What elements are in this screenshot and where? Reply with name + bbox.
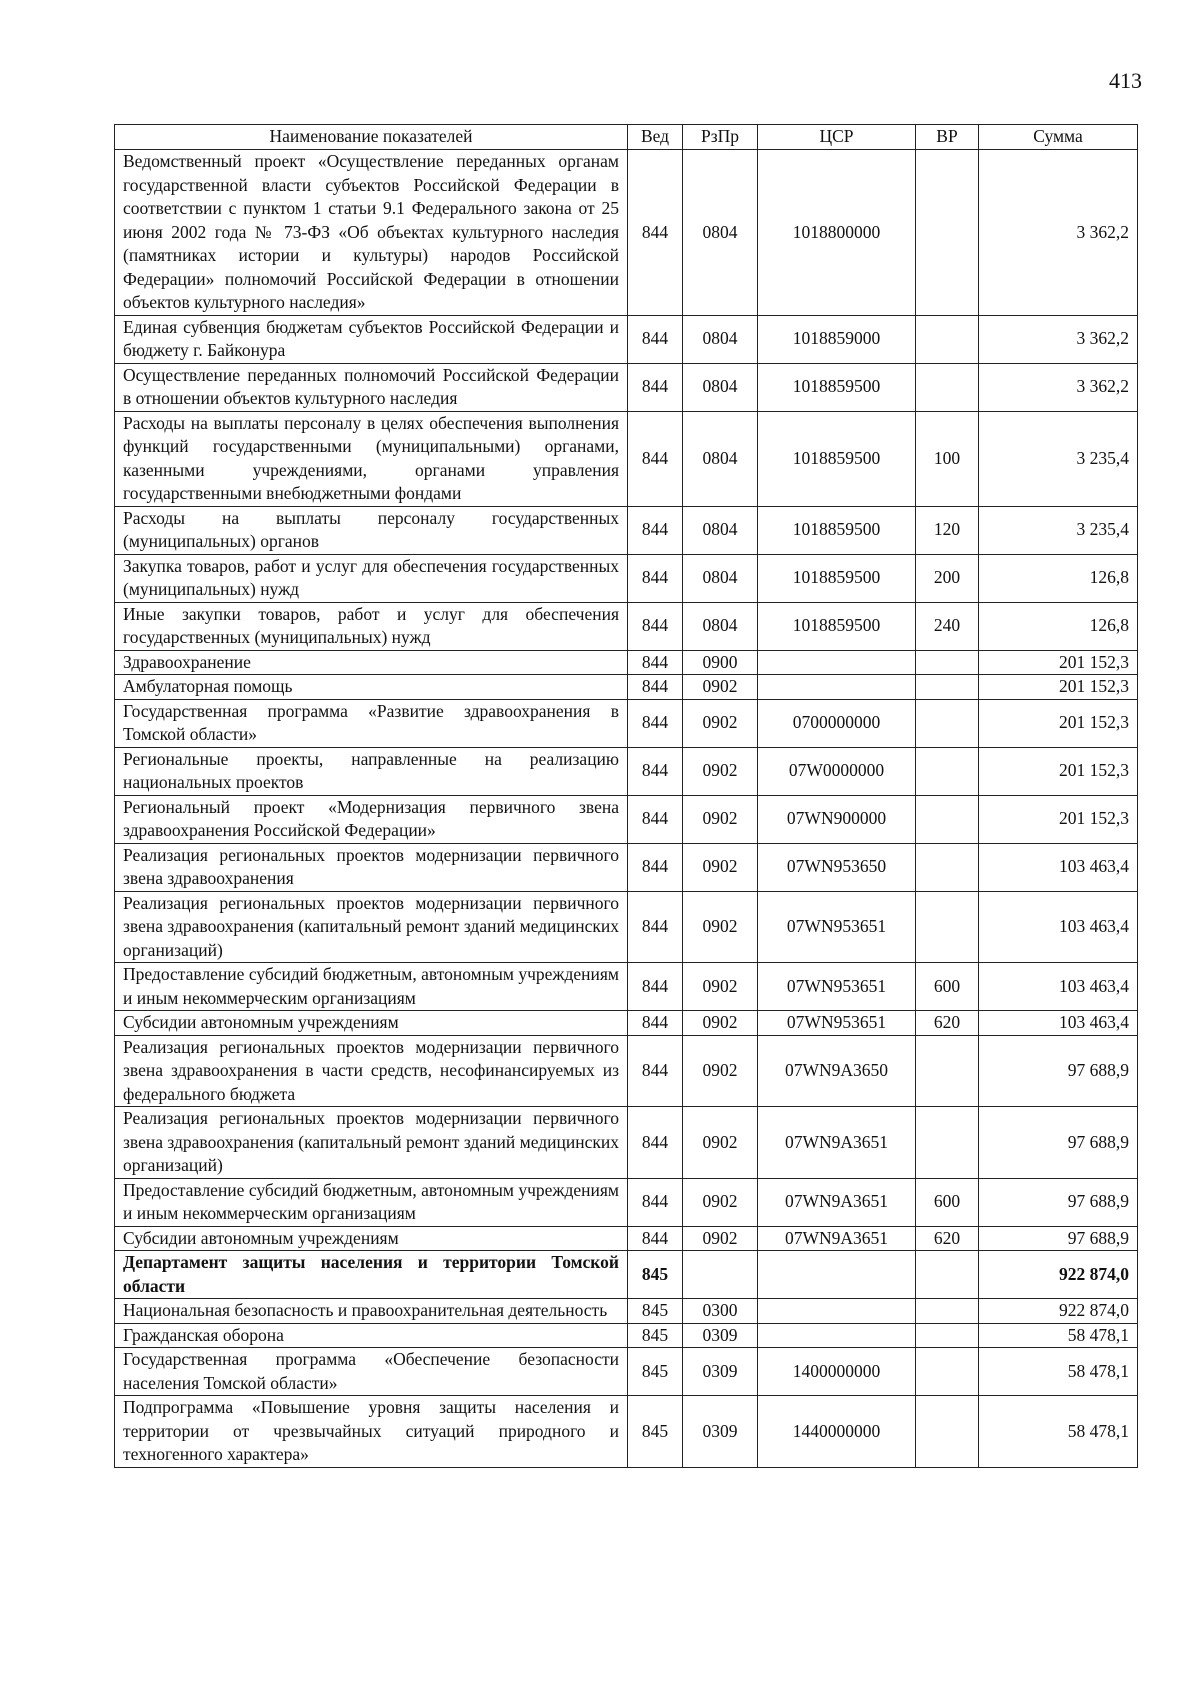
cell-name: Подпрограмма «Повышение уровня защиты населения и территории от чрезвычайных ситуаций природного и техногенного характера»: [115, 1396, 628, 1468]
cell-vr: [916, 1107, 979, 1179]
cell-rzpr: 0902: [683, 963, 758, 1011]
table-row: [115, 747, 1138, 795]
cell-sum: 103 463,4: [979, 843, 1138, 891]
cell-csr: 1018859500: [758, 506, 916, 554]
table-row: [115, 363, 1138, 411]
table-row: [115, 1323, 1138, 1348]
cell-sum: 3 362,2: [979, 150, 1138, 316]
table-row: [115, 411, 1138, 506]
cell-rzpr: 0902: [683, 699, 758, 747]
header-vr: ВР: [916, 125, 979, 150]
cell-vr: [916, 1396, 979, 1468]
cell-vr: 240: [916, 602, 979, 650]
cell-vr: 200: [916, 554, 979, 602]
table-row: [115, 554, 1138, 602]
cell-csr: 07WN9A3650: [758, 1035, 916, 1107]
cell-sum: 922 874,0: [979, 1299, 1138, 1324]
table-row: [115, 150, 1138, 316]
table-row: [115, 891, 1138, 963]
cell-csr: 07WN9A3651: [758, 1226, 916, 1251]
header-sum: Сумма: [979, 125, 1138, 150]
cell-name: Иные закупки товаров, работ и услуг для обеспечения государственных (муниципальных) нужд: [115, 602, 628, 650]
cell-csr: [758, 675, 916, 700]
cell-ved: 844: [628, 411, 683, 506]
cell-csr: 1018800000: [758, 150, 916, 316]
header-name: Наименование показателей: [115, 125, 628, 150]
cell-csr: 0700000000: [758, 699, 916, 747]
cell-sum: 103 463,4: [979, 891, 1138, 963]
cell-ved: 845: [628, 1251, 683, 1299]
cell-rzpr: 0804: [683, 506, 758, 554]
cell-ved: 844: [628, 747, 683, 795]
cell-rzpr: 0900: [683, 650, 758, 675]
cell-ved: 844: [628, 650, 683, 675]
cell-rzpr: 0804: [683, 315, 758, 363]
cell-ved: 844: [628, 1226, 683, 1251]
cell-sum: 126,8: [979, 602, 1138, 650]
cell-rzpr: 0309: [683, 1396, 758, 1468]
cell-rzpr: 0902: [683, 1011, 758, 1036]
cell-name: Региональные проекты, направленные на реализацию национальных проектов: [115, 747, 628, 795]
cell-ved: 845: [628, 1396, 683, 1468]
cell-name: Реализация региональных проектов модернизации первичного звена здравоохранения (капитальный ремонт зданий медицинских организаций): [115, 1107, 628, 1179]
cell-csr: 07WN900000: [758, 795, 916, 843]
cell-ved: 844: [628, 363, 683, 411]
cell-vr: [916, 150, 979, 316]
cell-rzpr: 0902: [683, 1178, 758, 1226]
cell-ved: 844: [628, 699, 683, 747]
cell-vr: [916, 315, 979, 363]
cell-name: Ведомственный проект «Осуществление переданных органам государственной власти субъектов Российской Федерации в соответствии с пунктом 1 статьи 9.1 Федерального закона от 25 июня 2002 года № 73-ФЗ «Об объектах культурного наследия (памятниках истории и культуры) народов Российской Федерации» полномочий Российской Федерации в отношении объектов культурного наследия»: [115, 150, 628, 316]
cell-ved: 844: [628, 963, 683, 1011]
table-row: [115, 1348, 1138, 1396]
cell-name: Реализация региональных проектов модернизации первичного звена здравоохранения (капитальный ремонт зданий медицинских организаций): [115, 891, 628, 963]
cell-name: Предоставление субсидий бюджетным, автономным учреждениям и иным некоммерческим организациям: [115, 963, 628, 1011]
cell-vr: [916, 699, 979, 747]
cell-csr: 1018859500: [758, 554, 916, 602]
table-row: [115, 675, 1138, 700]
cell-name: Расходы на выплаты персоналу государственных (муниципальных) органов: [115, 506, 628, 554]
cell-sum: 126,8: [979, 554, 1138, 602]
cell-csr: 1018859000: [758, 315, 916, 363]
cell-ved: 844: [628, 1107, 683, 1179]
cell-rzpr: 0309: [683, 1323, 758, 1348]
cell-sum: 97 688,9: [979, 1178, 1138, 1226]
cell-csr: 07WN9A3651: [758, 1107, 916, 1179]
table-row: [115, 843, 1138, 891]
cell-vr: 600: [916, 1178, 979, 1226]
cell-csr: 07W0000000: [758, 747, 916, 795]
cell-ved: 844: [628, 1035, 683, 1107]
cell-name: Здравоохранение: [115, 650, 628, 675]
cell-vr: [916, 1323, 979, 1348]
cell-sum: 201 152,3: [979, 675, 1138, 700]
cell-rzpr: 0902: [683, 675, 758, 700]
table-row: [115, 650, 1138, 675]
cell-rzpr: 0300: [683, 1299, 758, 1324]
cell-ved: 844: [628, 1011, 683, 1036]
cell-name: Субсидии автономным учреждениям: [115, 1011, 628, 1036]
table-body: [115, 150, 1138, 1468]
cell-sum: 3 235,4: [979, 506, 1138, 554]
cell-sum: 97 688,9: [979, 1035, 1138, 1107]
cell-vr: 120: [916, 506, 979, 554]
cell-rzpr: 0804: [683, 602, 758, 650]
cell-sum: 3 362,2: [979, 363, 1138, 411]
cell-csr: 07WN953651: [758, 891, 916, 963]
cell-sum: 58 478,1: [979, 1323, 1138, 1348]
cell-ved: 844: [628, 315, 683, 363]
cell-sum: 201 152,3: [979, 747, 1138, 795]
cell-name: Расходы на выплаты персоналу в целях обеспечения выполнения функций государственными (муниципальными) органами, казенными учреждениями, органами управления государственными внебюджетными фондами: [115, 411, 628, 506]
table-row: [115, 1035, 1138, 1107]
cell-sum: 922 874,0: [979, 1251, 1138, 1299]
cell-rzpr: 0804: [683, 411, 758, 506]
cell-name: Предоставление субсидий бюджетным, автономным учреждениям и иным некоммерческим организациям: [115, 1178, 628, 1226]
cell-ved: 844: [628, 891, 683, 963]
header-row: [115, 125, 1138, 150]
cell-csr: 1400000000: [758, 1348, 916, 1396]
table-header: [115, 125, 1138, 150]
cell-csr: 07WN953651: [758, 1011, 916, 1036]
cell-name: Государственная программа «Обеспечение безопасности населения Томской области»: [115, 1348, 628, 1396]
cell-csr: 1018859500: [758, 411, 916, 506]
header-rzpr: РзПр: [683, 125, 758, 150]
cell-vr: [916, 675, 979, 700]
cell-rzpr: 0902: [683, 1107, 758, 1179]
cell-name: Закупка товаров, работ и услуг для обеспечения государственных (муниципальных) нужд: [115, 554, 628, 602]
table-row: [115, 1011, 1138, 1036]
cell-name: Реализация региональных проектов модернизации первичного звена здравоохранения в части средств, несофинансируемых из федерального бюджета: [115, 1035, 628, 1107]
cell-vr: [916, 795, 979, 843]
cell-rzpr: 0902: [683, 795, 758, 843]
cell-csr: [758, 650, 916, 675]
cell-ved: 844: [628, 506, 683, 554]
cell-sum: 58 478,1: [979, 1396, 1138, 1468]
cell-sum: 201 152,3: [979, 650, 1138, 675]
cell-csr: 07WN9A3651: [758, 1178, 916, 1226]
cell-sum: 97 688,9: [979, 1226, 1138, 1251]
cell-rzpr: 0309: [683, 1348, 758, 1396]
cell-csr: 1018859500: [758, 363, 916, 411]
cell-sum: 97 688,9: [979, 1107, 1138, 1179]
cell-vr: [916, 1299, 979, 1324]
cell-name: Субсидии автономным учреждениям: [115, 1226, 628, 1251]
cell-name: Единая субвенция бюджетам субъектов Российской Федерации и бюджету г. Байконура: [115, 315, 628, 363]
cell-rzpr: 0902: [683, 747, 758, 795]
table-row: [115, 315, 1138, 363]
cell-name: Департамент защиты населения и территории Томской области: [115, 1251, 628, 1299]
table-row: [115, 602, 1138, 650]
cell-csr: 1018859500: [758, 602, 916, 650]
cell-ved: 844: [628, 150, 683, 316]
table-row: [115, 1251, 1138, 1299]
cell-csr: [758, 1323, 916, 1348]
cell-vr: [916, 747, 979, 795]
cell-name: Гражданская оборона: [115, 1323, 628, 1348]
header-csr: ЦСР: [758, 125, 916, 150]
cell-sum: 58 478,1: [979, 1348, 1138, 1396]
cell-rzpr: 0804: [683, 150, 758, 316]
cell-vr: [916, 1251, 979, 1299]
table-row: [115, 699, 1138, 747]
cell-vr: [916, 650, 979, 675]
cell-ved: 844: [628, 554, 683, 602]
cell-ved: 844: [628, 1178, 683, 1226]
cell-sum: 201 152,3: [979, 699, 1138, 747]
cell-vr: [916, 363, 979, 411]
cell-sum: 103 463,4: [979, 1011, 1138, 1036]
cell-ved: 844: [628, 675, 683, 700]
table-row: [115, 963, 1138, 1011]
cell-sum: 3 362,2: [979, 315, 1138, 363]
cell-vr: [916, 891, 979, 963]
cell-name: Амбулаторная помощь: [115, 675, 628, 700]
cell-vr: [916, 1348, 979, 1396]
cell-name: Реализация региональных проектов модернизации первичного звена здравоохранения: [115, 843, 628, 891]
cell-csr: 07WN953650: [758, 843, 916, 891]
header-ved: Вед: [628, 125, 683, 150]
cell-vr: 100: [916, 411, 979, 506]
cell-csr: [758, 1251, 916, 1299]
table-row: [115, 1107, 1138, 1179]
cell-rzpr: 0804: [683, 554, 758, 602]
cell-name: Региональный проект «Модернизация первичного звена здравоохранения Российской Федерации»: [115, 795, 628, 843]
table-row: [115, 1178, 1138, 1226]
table-row: [115, 1299, 1138, 1324]
cell-ved: 844: [628, 843, 683, 891]
cell-ved: 845: [628, 1348, 683, 1396]
cell-name: Осуществление переданных полномочий Российской Федерации в отношении объектов культурного наследия: [115, 363, 628, 411]
cell-sum: 201 152,3: [979, 795, 1138, 843]
cell-ved: 845: [628, 1323, 683, 1348]
cell-csr: [758, 1299, 916, 1324]
cell-rzpr: 0804: [683, 363, 758, 411]
cell-rzpr: 0902: [683, 1226, 758, 1251]
cell-ved: 844: [628, 795, 683, 843]
cell-rzpr: 0902: [683, 1035, 758, 1107]
cell-csr: 07WN953651: [758, 963, 916, 1011]
cell-vr: [916, 843, 979, 891]
table-row: [115, 506, 1138, 554]
cell-rzpr: 0902: [683, 843, 758, 891]
table-row: [115, 1226, 1138, 1251]
cell-ved: 845: [628, 1299, 683, 1324]
cell-ved: 844: [628, 602, 683, 650]
cell-sum: 3 235,4: [979, 411, 1138, 506]
cell-rzpr: 0902: [683, 891, 758, 963]
cell-vr: [916, 1035, 979, 1107]
cell-rzpr: [683, 1251, 758, 1299]
cell-name: Государственная программа «Развитие здравоохранения в Томской области»: [115, 699, 628, 747]
cell-vr: 620: [916, 1011, 979, 1036]
table-row: [115, 1396, 1138, 1468]
cell-vr: 620: [916, 1226, 979, 1251]
cell-csr: 1440000000: [758, 1396, 916, 1468]
budget-table: [114, 124, 1138, 1468]
cell-vr: 600: [916, 963, 979, 1011]
table-row: [115, 795, 1138, 843]
cell-name: Национальная безопасность и правоохранительная деятельность: [115, 1299, 628, 1324]
cell-sum: 103 463,4: [979, 963, 1138, 1011]
page-number: 413: [1109, 68, 1142, 93]
